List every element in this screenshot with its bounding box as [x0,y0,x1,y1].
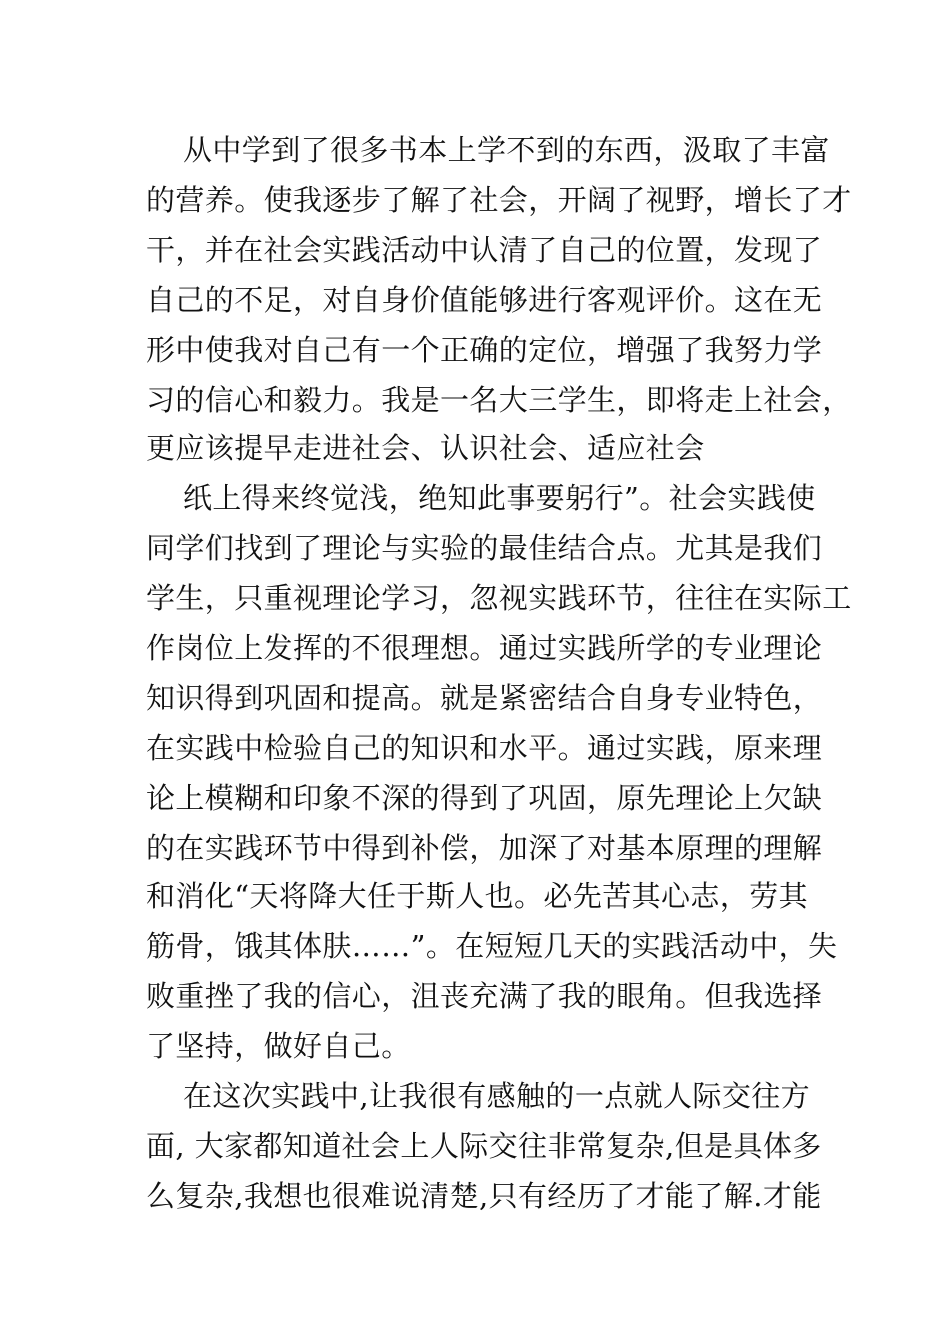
paragraph-1-line-4: 自己的不足，对自身价值能够进行客观评价。这在无 [146,283,823,317]
paragraph-2-line-12: 了坚持，做好自己。 [146,1029,411,1063]
paragraph-2-line-11: 败重挫了我的信心，沮丧充满了我的眼角。但我选择 [146,979,823,1013]
paragraph-2-line-4: 作岗位上发挥的不很理想。通过实践所学的专业理论 [146,631,823,665]
paragraph-2-line-9: 和消化“天将降大任于斯人也。必先苦其心志，劳其 [146,879,809,913]
paragraph-1-line-6: 习的信心和毅力。我是一名大三学生，即将走上社会， [146,383,852,417]
paragraph-2-line-7: 论上模糊和印象不深的得到了巩固，原先理论上欠缺 [146,781,823,815]
paragraph-3-line-2: 面, 大家都知道社会上人际交往非常复杂,但是具体多 [146,1129,822,1163]
paragraph-3-line-1: 在这次实践中,让我很有感触的一点就人际交往方 [183,1079,811,1113]
paragraph-2-line-3: 学生，只重视理论学习，忽视实践环节，往往在实际工 [146,581,852,615]
paragraph-1-line-7: 更应该提早走进社会、认识社会、适应社会 [146,431,705,465]
paragraph-2-line-10: 筋骨，饿其体肤……”。在短短几天的实践活动中，失 [146,929,838,963]
paragraph-1-line-2: 的营养。使我逐步了解了社会，开阔了视野，增长了才 [146,183,852,217]
paragraph-3-line-3: 么复杂,我想也很难说清楚,只有经历了才能了解.才能 [146,1179,822,1213]
paragraph-2-line-5: 知识得到巩固和提高。就是紧密结合自身专业特色， [146,681,823,715]
paragraph-1-line-5: 形中使我对自己有一个正确的定位，增强了我努力学 [146,333,823,367]
paragraph-2-line-6: 在实践中检验自己的知识和水平。通过实践，原来理 [146,731,823,765]
paragraph-2-line-8: 的在实践环节中得到补偿，加深了对基本原理的理解 [146,831,823,865]
paragraph-2-line-2: 同学们找到了理论与实验的最佳结合点。尤其是我们 [146,531,823,565]
paragraph-1-line-1: 从中学到了很多书本上学不到的东西，汲取了丰富 [183,133,830,167]
paragraph-1-line-3: 干，并在社会实践活动中认清了自己的位置，发现了 [146,233,823,267]
paragraph-2-line-1: 纸上得来终觉浅，绝知此事要躬行”。社会实践使 [183,481,816,515]
